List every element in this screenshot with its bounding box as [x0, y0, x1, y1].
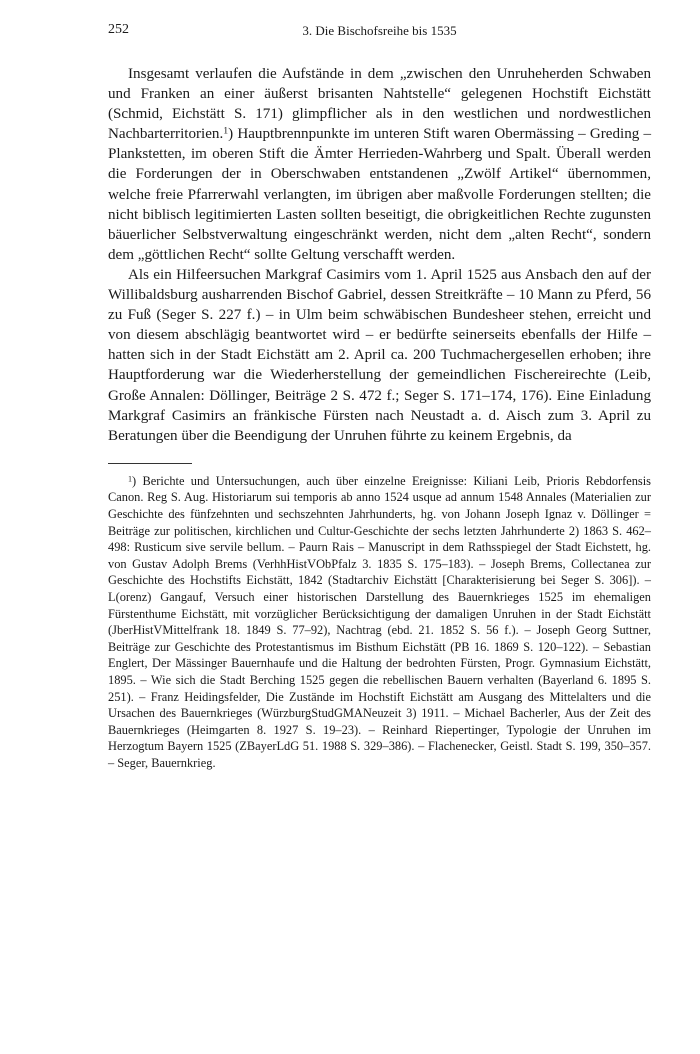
- running-head: [108, 22, 651, 46]
- footnote-1: [108, 473, 651, 772]
- paragraph-1-text-a: Insgesamt verlaufen die Aufstände in dem „zwischen den Unruheherden Schwaben und Franken an einer äußerst brisanten Nahtstelle“ gelegenen Hochstift Eichstätt (Schmid, Eichstätt S. 171) glimpflicher als in den westlichen und nordwestlichen Nachbarterritorien.: [108, 66, 651, 143]
- running-title: 3. Die Bischofsreihe bis 1535: [302, 23, 457, 38]
- paragraph-1: [108, 64, 651, 265]
- paragraph-1-text-b: ) Hauptbrennpunkte im unteren Stift waren Obermässing – Greding – Plankstetten, im oberen Stift die Ämter Herrieden-Wahrberg und Spalt. Überall werden die Forderungen der in Oberschwaben entstandenen „Zwölf Artikel“ übernommen, welche freie Pfarrerwahl verlangten, im übrigen aber maßvolle Forderungen stellten; die nicht biblisch legitimierten Lasten sollten beseitigt, die obrigkeitlichen Rechte zugunsten bäuerlicher Selbstverwaltung eingeschränkt werden, nicht dem „alten Recht“, sondern dem „göttlichen Recht“ sollte Geltung verschafft werden.: [108, 126, 651, 263]
- footnote-1-text: [108, 473, 651, 772]
- footnote-marker: 1: [128, 474, 133, 484]
- page-number: 252: [108, 22, 129, 37]
- book-page: [108, 22, 651, 771]
- main-text: [108, 64, 651, 446]
- paragraph-2: Als ein Hilfeersuchen Markgraf Casimirs vom 1. April 1525 aus Ansbach den auf der Willibaldsburg ausharrenden Bischof Gabriel, dessen Streitkräfte – 10 Mann zu Pferd, 56 zu Fuß (Seger S. 227 f.) – in Ulm beim schwäbischen Bundesheer stehen, erreicht und von diesem abschlägig beantwortet wird – er bedürfte seinerseits ebenfalls der Hilfe – hatten sich in der Stadt Eichstätt am 2. April ca. 200 Tuchmachergesellen erhoben; ihre Hauptforderung war die Wiederherstellung der gemeindlichen Fischereirechte (Leib, Große Annalen: Döllinger, Beiträge 2 S. 472 f.; Seger S. 171–174, 176). Eine Einladung Markgraf Casimirs an fränkische Fürsten nach Neustadt a. d. Aisch zum 3. April zu Beratungen über die Beendigung der Unruhen führte zu keinem Ergebnis, da: [108, 266, 651, 444]
- footnote-1-body: ) Berichte und Untersuchungen, auch über einzelne Ereignisse: Kiliani Leib, Prioris Rebdorfensis Canon. Reg S. Aug. Historiarum sui temporis ab anno 1524 usque ad annum 1548 Annales (Materialien zur Geschichte des fünfzehnten und sechszehnten Jahrhunderts, hg. von Johann Joseph Ignaz v. Döllinger = Beiträge zur politischen, kirchlichen und Cultur-Geschichte der sechs letzten Jahrhunderte 2) 1863 S. 462–498: Rusticum sive servile bellum. – Paurn Rais – Manuscript in dem Rathsspiegel der Stadt Eichstett, hg. von Gustav Adolph Brems (VerhhHistVObPfalz 3. 1835 S. 175–183). – Joseph Brems, Collectanea zur Geschichte des Hochstifts Eichstätt, 1842 (Stadtarchiv Eichstätt [Charakterisierung bei Seger S. 306]). – L(orenz) Gangauf, Versuch einer historischen Darstellung des Bauernkrieges 1525 im ehemaligen Fürstenthume Eichstätt, mit vorzüglicher Berücksichtigung der damaligen Unruhen in der Stadt Eichstätt (JberHistVMittelfrank 18. 1849 S. 77–92), Nachtrag (ebd. 21. 1852 S. 56 f.). – Joseph Georg Suttner, Beiträge zur Geschichte des Protestantismus im Bisthum Eichstätt (PB 16. 1869 S. 120–122). – Sebastian Englert, Der Mässinger Bauernhaufe und die Haltung der bedrohten Fürsten, Progr. Gymnasium Eichstätt, 1895. – Wie sich die Stadt Berching 1525 gegen die rebellischen Bauern verhalten (Bayerland 6. 1895 S. 251). – Franz Heidingsfelder, Die Zustände im Hochstift Eichstätt am Ausgang des Mittelalters und die Ursachen des Bauernkrieges (WürzburgStudGMANeuzeit 3) 1911. – Michael Bacherler, Aus der Zeit des Bauernkrieges (Heimgarten 8. 1927 S. 19–23). – Reinhard Riepertinger, Typologie der Unruhen im Herzogtum Bayern 1525 (ZBayerLdG 51. 1988 S. 329–386). – Flachenecker, Geistl. Stadt S. 199, 350–357. – Seger, Bauernkrieg.: [108, 473, 651, 770]
- footnote-reference[interactable]: 1: [223, 125, 229, 137]
- footnote-separator: [108, 463, 192, 464]
